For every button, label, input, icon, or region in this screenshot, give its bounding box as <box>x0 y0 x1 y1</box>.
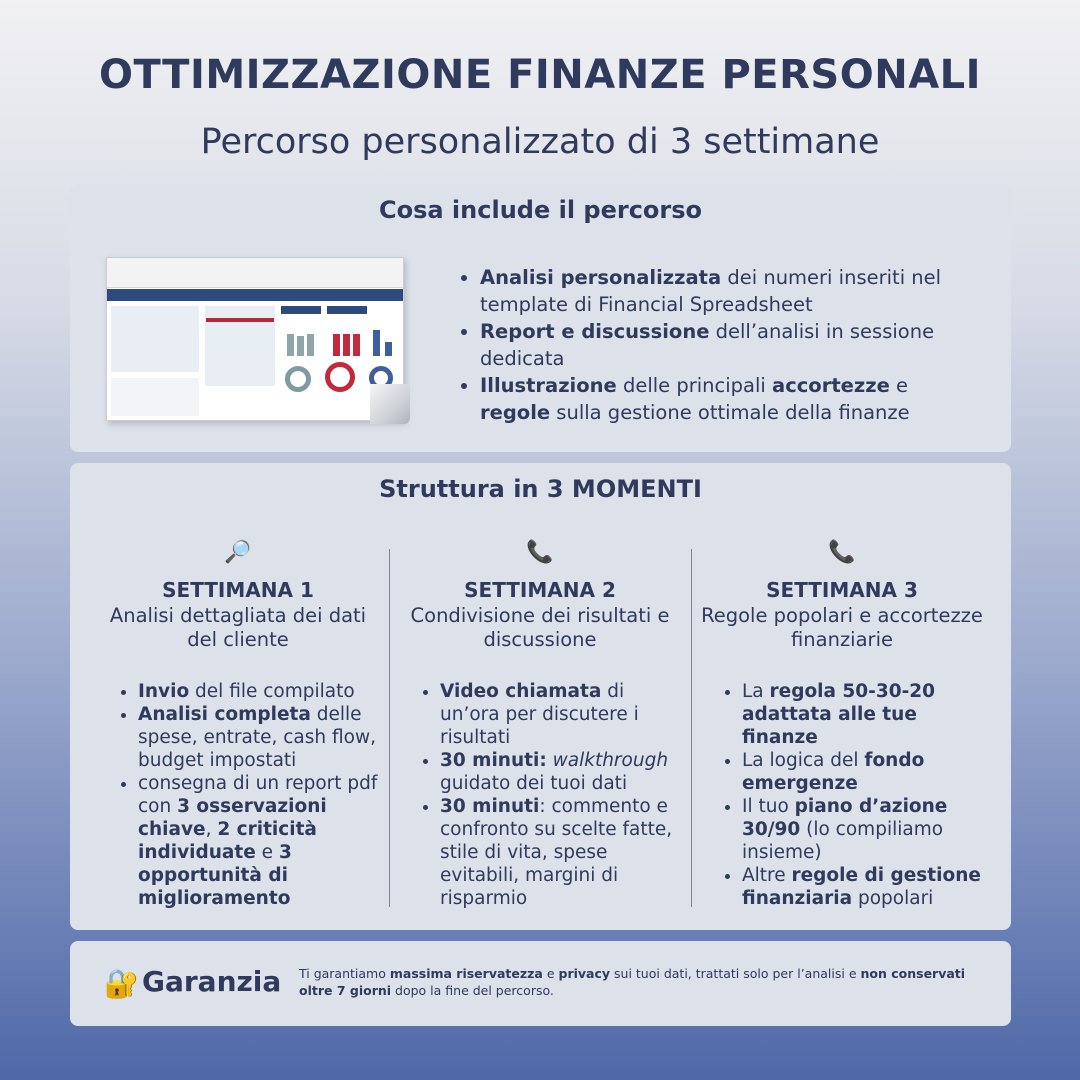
guarantee-panel <box>70 941 1011 1026</box>
week-activity-item: • 30 minuti: walkthrough guidato dei tuoi dati <box>440 749 680 795</box>
week-activity-item: • 30 minuti: commento e confronto su scelte fatte, stile di vita, spese evitabili, margini di risparmio <box>440 795 680 910</box>
week-activity-item: • La regola 50-30-20 adattata alle tue finanze <box>742 680 982 749</box>
week-activity-item: • Invio del file compilato <box>138 680 378 703</box>
include-bullet-item: • Analisi personalizzata dei numeri inseriti nel template di Financial Spreadsheet <box>480 264 982 318</box>
magnifier-icon: 🔎 <box>224 540 252 565</box>
include-bullet-item: • Report e discussione dell’analisi in sessione dedicata <box>480 318 982 372</box>
phone-icon: 📞 <box>828 540 856 565</box>
week-label: SETTIMANA 1 <box>162 578 314 602</box>
week-activity-item: • Il tuo piano d’azione 30/90 (lo compiliamo insieme) <box>742 795 982 864</box>
lock-key-icon: 🔐 <box>104 967 139 1000</box>
structure-title: Struttura in 3 MOMENTI <box>379 475 702 503</box>
spreadsheet-preview-image <box>106 257 404 421</box>
week-1-column <box>88 538 388 918</box>
week-description: Analisi dettagliata dei dati del cliente <box>109 604 367 651</box>
week-activity-item: • Altre regole di gestione finanziaria popolari <box>742 864 982 910</box>
include-bullet-item: • Illustrazione delle principali accortezze e regole sulla gestione ottimale della finanze <box>480 372 982 426</box>
week-activity-list <box>692 680 992 910</box>
week-3-column <box>692 538 992 918</box>
page-subtitle: Percorso personalizzato di 3 settimane <box>200 122 880 162</box>
week-activity-item: • La logica del fondo emergenze <box>742 749 982 795</box>
page-title: OTTIMIZZAZIONE FINANZE PERSONALI <box>98 52 982 98</box>
week-label: SETTIMANA 2 <box>464 578 616 602</box>
week-description: Condivisione dei risultati e discussione <box>410 604 670 651</box>
guarantee-text: Ti garantiamo massima riservatezza e privacy sui tuoi dati, trattati solo per l’analisi e non conservati oltre 7 giorni dopo la fine del percorso. <box>299 966 966 998</box>
structure-panel <box>70 463 1011 930</box>
page-curl-decoration <box>370 384 410 424</box>
week-activity-item: • Video chiamata di un’ora per discutere i risultati <box>440 680 680 749</box>
week-description: Regole popolari e accortezze finanziarie <box>701 604 983 651</box>
week-activity-item: • consegna di un report pdf con 3 osservazioni chiave, 2 criticità individuate e 3 opportunità di miglioramento <box>138 772 378 910</box>
week-2-column <box>390 538 690 918</box>
week-label: SETTIMANA 3 <box>766 578 918 602</box>
include-bullet-list <box>462 264 982 426</box>
week-activity-list <box>88 680 388 910</box>
week-activity-list <box>390 680 690 910</box>
include-title: Cosa include il percorso <box>378 196 703 224</box>
week-activity-item: • Analisi completa delle spese, entrate, cash flow, budget impostati <box>138 703 378 772</box>
include-panel <box>70 184 1011 452</box>
phone-icon: 📞 <box>526 540 554 565</box>
guarantee-label: Garanzia <box>142 965 282 998</box>
